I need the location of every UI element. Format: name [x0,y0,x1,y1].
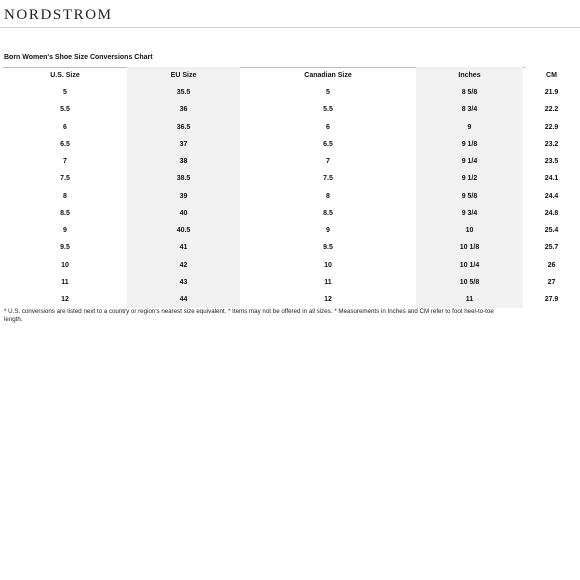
table-body [3,84,580,308]
table-row [3,101,580,118]
column-header-us-size: U.S. Size [50,72,80,79]
cell-cm: 23.2 [544,140,559,148]
nordstrom-logo[interactable]: NORDSTROM [4,7,113,23]
table-row [3,257,580,274]
cell-eu-size: 35.5 [127,84,240,101]
column-header-canadian-size: Canadian Size [304,72,352,79]
cell-eu-size: 40.5 [127,222,240,239]
footnote [4,308,580,324]
cell-us-size: 6 [63,123,67,131]
table-header-row [3,67,580,84]
cell-us-size: 9.5 [60,244,70,252]
cell-us-size: 7 [63,158,67,165]
cell-cm: 26 [547,261,556,269]
cell-eu-size: 40 [127,205,240,222]
cell-inches: 8 5/8 [416,84,523,101]
size-chart-table-wrapper [3,67,580,308]
cell-inches: 9 3/4 [416,205,523,222]
cell-inches: 10 5/8 [416,274,523,291]
table-row [3,136,580,153]
cell-eu-size: 38 [127,153,240,170]
table-row [3,170,580,187]
column-header-cm: CM [546,72,557,79]
cell-cm: 27.9 [544,296,559,303]
table-row [3,222,580,239]
cell-us-size: 10 [61,261,69,269]
table-row [3,153,580,170]
table-row [3,291,580,308]
cell-canadian-size: 10 [324,261,332,269]
cell-canadian-size: 9.5 [323,244,333,252]
cell-canadian-size: 8.5 [323,209,333,217]
cell-canadian-size: 7.5 [323,175,333,183]
cell-cm: 22.2 [544,106,559,114]
cell-inches: 9 5/8 [416,188,523,205]
cell-us-size: 6.5 [60,140,70,148]
size-conversion-table [3,67,580,308]
cell-us-size: 9 [63,227,67,234]
cell-us-size: 12 [61,296,69,303]
cell-canadian-size: 12 [324,296,332,303]
cell-cm: 22.9 [544,123,559,131]
cell-cm: 24.1 [544,175,559,183]
cell-cm: 23.5 [544,158,559,165]
cell-inches: 9 [416,119,523,136]
column-header-inches: Inches [416,67,523,84]
cell-us-size: 7.5 [60,175,70,183]
table-row [3,274,580,291]
header-divider [0,27,580,28]
cell-canadian-size: 7 [326,158,330,165]
table-row [3,188,580,205]
chart-title: Born Women's Shoe Size Conversions Chart [4,54,153,61]
column-header-eu-size: EU Size [127,67,240,84]
cell-canadian-size: 11 [324,278,332,286]
cell-inches: 9 1/4 [416,153,523,170]
cell-canadian-size: 5 [326,89,330,96]
cell-cm: 21.9 [544,89,559,96]
cell-eu-size: 38.5 [127,170,240,187]
cell-us-size: 8 [63,192,67,200]
cell-eu-size: 36.5 [127,119,240,136]
cell-eu-size: 37 [127,136,240,153]
cell-us-size: 5.5 [60,106,70,114]
cell-eu-size: 41 [127,239,240,256]
cell-cm: 25.4 [544,227,559,234]
footnote-line-1: * U.S. conversions are listed next to a country or region's nearest size equivalent. * Items may not be offered in all sizes. * Measurements in Inches and CM refer to foot heel-to-toe [4,308,494,315]
cell-cm: 24.8 [544,209,559,217]
table-row [3,84,580,101]
cell-eu-size: 42 [127,257,240,274]
cell-inches: 10 1/8 [416,239,523,256]
cell-canadian-size: 8 [326,192,330,200]
cell-us-size: 8.5 [60,209,70,217]
cell-us-size: 5 [63,89,67,96]
cell-cm: 27 [547,278,556,286]
cell-canadian-size: 6 [326,123,330,131]
cell-eu-size: 36 [127,101,240,118]
cell-inches: 10 1/4 [416,257,523,274]
table-row [3,119,580,136]
cell-inches: 11 [416,291,523,308]
cell-cm: 24.4 [544,192,559,200]
cell-eu-size: 39 [127,188,240,205]
cell-us-size: 11 [61,278,69,286]
cell-eu-size: 43 [127,274,240,291]
cell-inches: 9 1/8 [416,136,523,153]
cell-canadian-size: 9 [326,227,330,234]
cell-inches: 8 3/4 [416,101,523,118]
cell-canadian-size: 6.5 [323,140,333,148]
cell-inches: 9 1/2 [416,170,523,187]
table-row [3,239,580,256]
cell-cm: 25.7 [544,244,559,252]
table-row [3,205,580,222]
cell-canadian-size: 5.5 [323,106,333,114]
cell-eu-size: 44 [127,291,240,308]
footnote-line-2: length. [4,316,23,323]
cell-inches: 10 [416,222,523,239]
